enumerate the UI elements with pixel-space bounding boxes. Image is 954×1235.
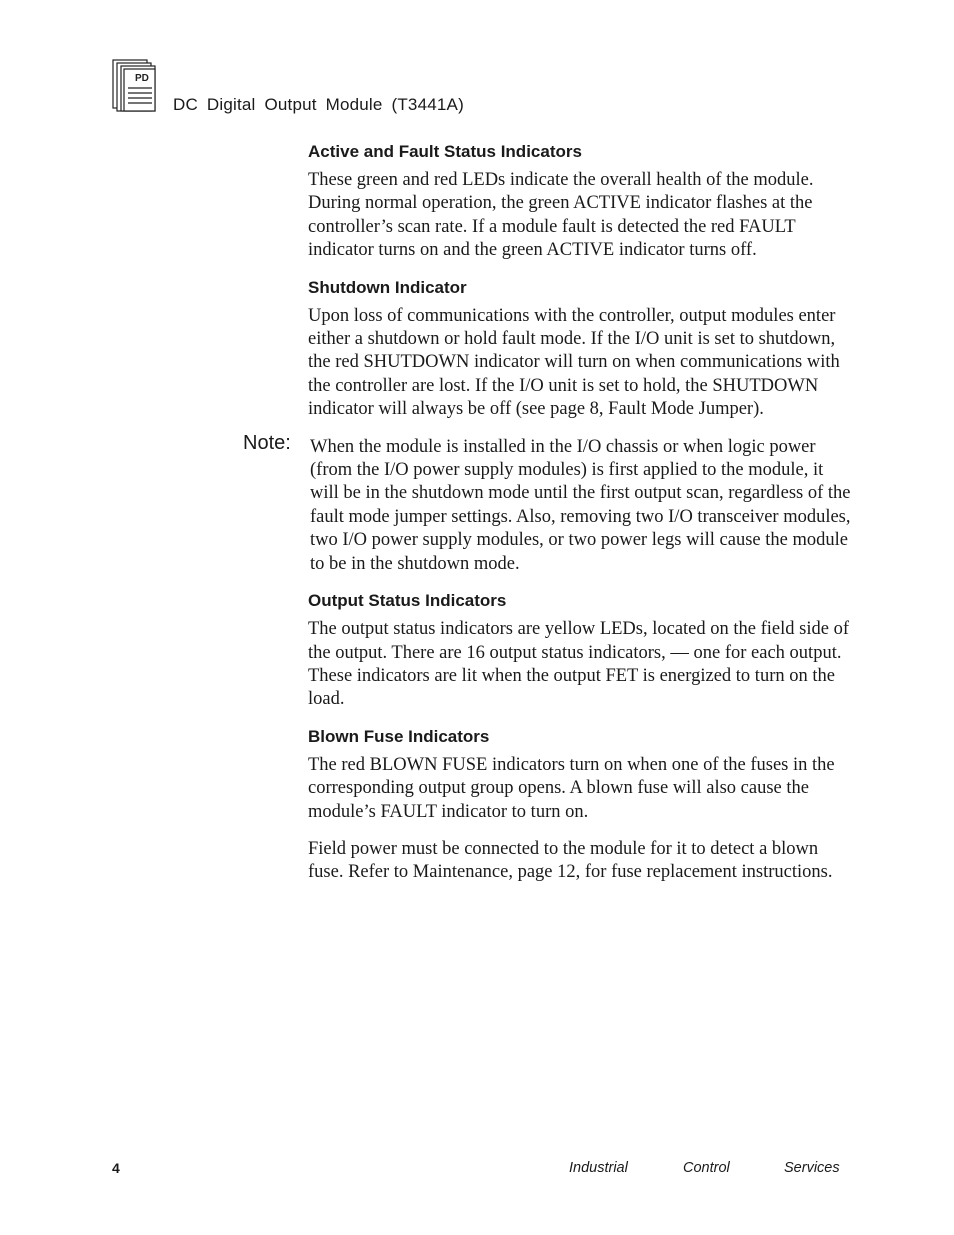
section-paragraph: Upon loss of communications with the controller, output modules enter either a shutdown or hold fault mode. If the I/O unit is set to shutdown, the red SHUTDOWN indicator will turn on when communications with the controller are lost. If the I/O unit is set to hold, the SHUTDOWN indicator will always be off (see page 8, Fault Mode Jumper). bbox=[308, 305, 840, 420]
section-paragraph: The red BLOWN FUSE indicators turn on when one of the fuses in the corresponding output group opens. A blown fuse will also cause the module’s FAULT indicator to turn on. bbox=[308, 754, 835, 822]
section-paragraph: The output status indicators are yellow LEDs, located on the field side of the output. There are 16 output status indicators, — one for each output. These indicators are lit when the output FET is energized to turn on the load. bbox=[308, 619, 849, 710]
note-block bbox=[243, 431, 853, 576]
section-heading: Active and Fault Status Indicators bbox=[308, 142, 582, 161]
section-paragraph: These green and red LEDs indicate the overall health of the module. During normal operation, the green ACTIVE indicator flashes at the controller’s scan rate. If a module fault is detected the red FAULT indicator turns on and the green ACTIVE indicator turns off. bbox=[308, 170, 814, 261]
page-number: 4 bbox=[112, 1160, 120, 1176]
section-heading: Shutdown Indicator bbox=[308, 277, 467, 297]
footer-company-word: Control bbox=[683, 1160, 730, 1176]
section-blown-fuse bbox=[308, 726, 853, 885]
section-output-status bbox=[308, 590, 853, 712]
note-label: Note: bbox=[243, 431, 291, 454]
section-shutdown bbox=[308, 277, 853, 422]
logo-text: PD bbox=[135, 73, 149, 84]
section-active-fault bbox=[308, 141, 853, 263]
section-heading: Output Status Indicators bbox=[308, 591, 507, 611]
main-content bbox=[243, 141, 853, 899]
footer-company-word: Industrial bbox=[569, 1160, 628, 1176]
document-stack-logo-icon bbox=[110, 58, 158, 112]
section-heading: Blown Fuse Indicators bbox=[308, 726, 490, 746]
note-text: When the module is installed in the I/O chassis or when logic power (from the I/O power supply modules) is first applied to the module, it will be in the shutdown mode until the first output scan, regardless of the fault mode jumper settings. Also, removing two I/O transceiver modules, two I/O power supply modules, or two power legs will cause the module to be in the shutdown mode. bbox=[310, 436, 851, 574]
footer-company-word: Services bbox=[784, 1160, 840, 1176]
section-paragraph: Field power must be connected to the module for it to detect a blown fuse. Refer to Maintenance, page 12, for fuse replacement instructions. bbox=[308, 838, 833, 883]
page-header-title: DC Digital Output Module (T3441A) bbox=[173, 95, 464, 114]
